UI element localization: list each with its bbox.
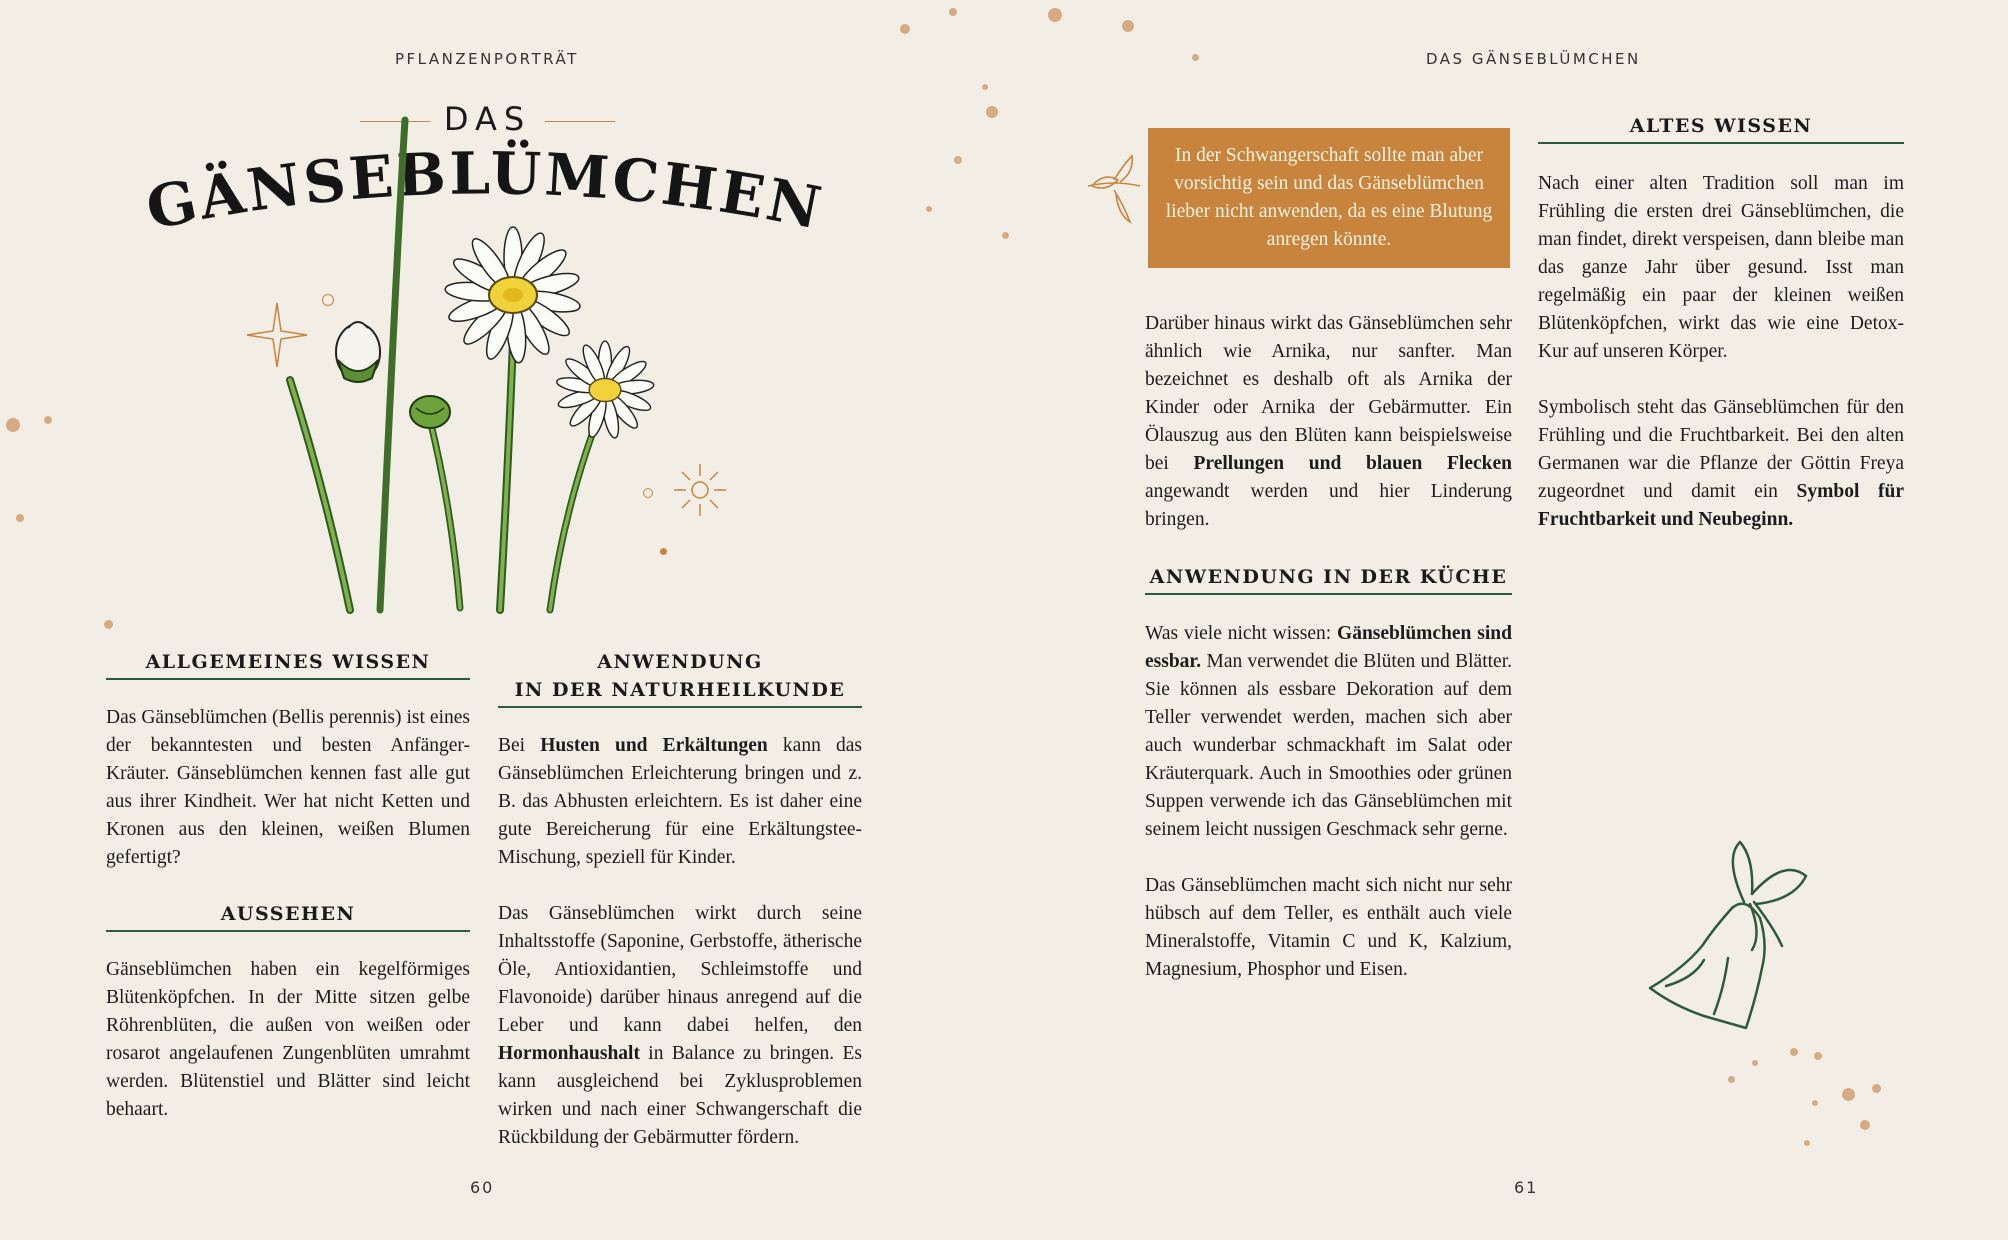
decor-dot [949, 8, 957, 16]
text-altes-wissen [1538, 170, 1904, 562]
heading-naturheilkunde [498, 648, 862, 708]
paragraph-naturheilkunde-1 [498, 732, 862, 872]
text-run: kann das Gänseblümchen Erleichterung bringen und z. B. das Abhusten erleichtern. Es ist daher eine gute Bereicherung für eine Erkältungstee-Mischung, speziell für Kinder. [498, 735, 862, 868]
text-run: angewandt werden und hier Linderung bringen. [1145, 481, 1512, 530]
decor-dot [982, 84, 988, 90]
paragraph-allgemeines: Das Gänseblümchen (Bellis perennis) ist eines der bekanntesten und besten Anfänger-Kräuter. Gänseblümchen kennen fast alle gut aus ihrer Kindheit. Wer hat nicht Ketten und Kronen aus den kleinen, weißen Blumen gefertigt? [106, 707, 470, 868]
decor-dot [1814, 1052, 1822, 1060]
page-number-right: 61 [1514, 1178, 1539, 1197]
pregnancy-warning-callout: In der Schwangerschaft sollte man aber vorsichtig sein und das Gänseblümchen lieber nicht anwenden, da es eine Blutung anregen könnte. [1148, 128, 1510, 268]
decor-dot [1812, 1100, 1818, 1106]
heading-naturheilkunde-line1: ANWENDUNG [597, 651, 763, 673]
bold-prellungen: Prellungen und blauen Flecken [1193, 453, 1512, 474]
text-run: Symbolisch steht das Gänseblümchen für den Frühling und die Fruchtbarkeit. Bei den alten Germanen war die Pflanze der Göttin Freya zugeordnet und damit ein [1538, 397, 1904, 502]
decor-dot [1728, 1076, 1735, 1083]
daisy-illustration [230, 230, 770, 630]
decor-dot [986, 106, 998, 118]
text-run: Bei [498, 735, 541, 756]
decor-dot [926, 206, 932, 212]
sparkle-ornament-icon [670, 460, 730, 520]
paragraph-arnika [1145, 310, 1512, 534]
paragraph-aussehen: Gänseblümchen haben ein kegelförmiges Blütenköpfchen. In der Mitte sitzen gelbe Röhrenblüten, die außen von weißen oder rosarot angelaufenen Zungenblüten umrahmt werden. Blütenstiel und Blätter sind leicht behaart. [106, 959, 470, 1120]
text-arnika [1145, 310, 1512, 562]
decor-dot [6, 418, 20, 432]
text-allgemeines-wissen [106, 704, 470, 900]
decor-dot [322, 294, 334, 306]
herb-pouch-illustration-icon [1644, 838, 1824, 1038]
decor-dot [900, 24, 910, 34]
decor-dot [1002, 232, 1009, 239]
text-aussehen [106, 956, 470, 1152]
star-ornament-icon [242, 300, 312, 370]
decor-dot [1842, 1088, 1855, 1101]
text-run: Das Gänseblümchen wirkt durch seine Inhaltsstoffe (Saponine, Gerbstoffe, ätherische Öle, Antioxidantien, Schleimstoffe und Flavonoide) darüber hinaus anregend auf die Leber und kann dabei helfen, den [498, 903, 862, 1036]
paragraph-naturheilkunde-2 [498, 900, 862, 1152]
text-run: Darüber hinaus wirkt das Gänseblümchen sehr ähnlich wie Arnika, nur sanfter. Man bezeichnet es deshalb oft als Arnika der Kinder oder Arnika der Gebärmutter. Ein Ölauszug aus den Blüten kann beispielsweise bei [1145, 313, 1512, 474]
bold-essbar: Gänseblümchen sind essbar. [1145, 623, 1512, 672]
decor-dot [1122, 20, 1134, 32]
bold-hormonhaushalt: Hormonhaushalt [498, 1043, 640, 1064]
paragraph-altes-1: Nach einer alten Tradition soll man im Frühling die ersten drei Gänseblümchen, die man findet, direkt verspeisen, dann bleibe man das ganze Jahr über gesund. Isst man regelmäßig ein paar der kleinen weißen Blütenköpfchen, wirkt das wie eine Detox-Kur auf unseren Körper. [1538, 173, 1904, 362]
title-das: DAS [360, 100, 615, 138]
decor-dot [44, 416, 52, 424]
decor-dot [1790, 1048, 1798, 1056]
running-head-right: DAS GÄNSEBLÜMCHEN [1426, 50, 1641, 68]
decor-dot [1192, 54, 1199, 61]
bold-symbol: Symbol für Fruchtbarkeit und Neubeginn. [1538, 481, 1904, 530]
title-gaensebluemchen: GÄNSEBLÜMCHEN [140, 139, 830, 244]
decor-dot [104, 620, 113, 629]
decor-dot [1048, 8, 1062, 22]
svg-text:GÄNSEBLÜMCHEN [141, 138, 829, 243]
text-run: Was viele nicht wissen: [1145, 623, 1338, 644]
paragraph-altes-2 [1538, 394, 1904, 534]
decor-dot [1860, 1120, 1870, 1130]
decor-dot [16, 514, 24, 522]
decor-dot [1804, 1140, 1810, 1146]
heading-altes-wissen: ALTES WISSEN [1538, 112, 1904, 144]
heading-aussehen: AUSSEHEN [106, 900, 470, 932]
text-naturheilkunde [498, 732, 862, 1180]
decor-dot [643, 488, 653, 498]
right-page [1004, 0, 2008, 1240]
paragraph-kueche-1 [1145, 620, 1512, 844]
leaf-ornament-icon [1084, 150, 1144, 230]
heading-kueche: ANWENDUNG IN DER KÜCHE [1145, 563, 1512, 595]
page-number-left: 60 [470, 1178, 495, 1197]
text-run: Man verwendet die Blüten und Blätter. Sie können als essbare Dekoration auf dem Teller verwendet werden, machen sich aber auch wunderbar schmackhaft im Salat oder Kräuterquark. Auch in Smoothies oder grünen Suppen verwende ich das Gänseblümchen mit seinem leicht nussigen Geschmack sehr gerne. [1145, 651, 1512, 840]
running-head-left: PFLANZENPORTRÄT [395, 50, 579, 68]
heading-allgemeines-wissen: ALLGEMEINES WISSEN [106, 648, 470, 680]
bold-husten: Husten und Erkältungen [540, 735, 768, 756]
text-run: in Balance zu bringen. Es kann ausgleichend bei Zyklusproblemen wirken und nach einer Schwangerschaft die Rückbildung der Gebärmutter fördern. [498, 1043, 862, 1148]
decor-dot [954, 156, 962, 164]
paragraph-kueche-2: Das Gänseblümchen macht sich nicht nur sehr hübsch auf dem Teller, es enthält auch viele Mineralstoffe, Vitamin C und K, Kalzium, Magnesium, Phosphor und Eisen. [1145, 875, 1512, 980]
decor-dot [1872, 1084, 1881, 1093]
decor-dot [660, 548, 667, 555]
heading-naturheilkunde-line2: IN DER NATURHEILKUNDE [514, 679, 846, 701]
decor-dot [1752, 1060, 1758, 1066]
text-kueche [1145, 620, 1512, 1012]
